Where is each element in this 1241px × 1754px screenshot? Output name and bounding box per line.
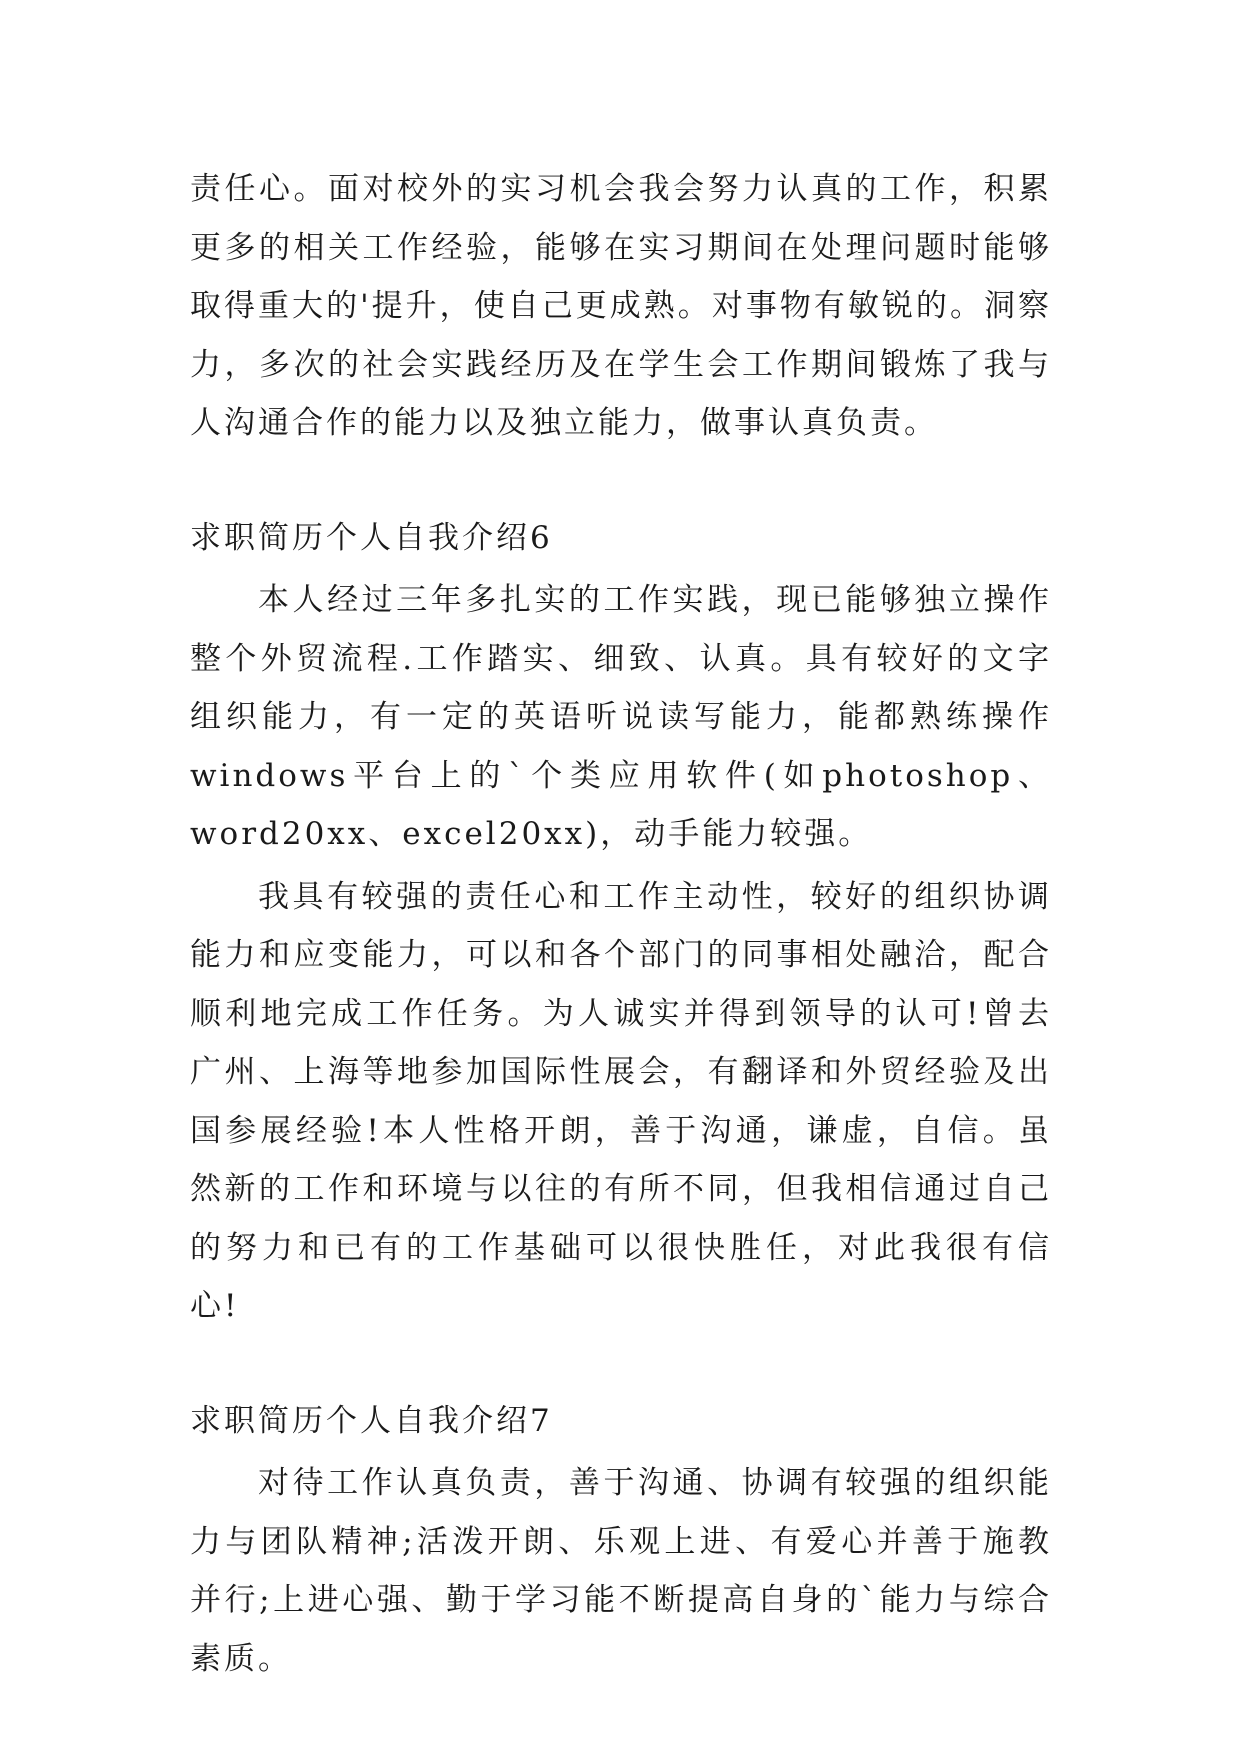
section-5-paragraph: 责任心。面对校外的实习机会我会努力认真的工作，积累更多的相关工作经验，能够在实习期间在处理问题时能够取得重大的'提升，使自己更成熟。对事物有敏锐的。洞察力，多次的社会实践经历及在学生会工作期间锻炼了我与人沟通合作的能力以及独立能力，做事认真负责。 [190,171,1052,441]
section-spacer [190,453,1052,509]
section-6-heading: 求职简历个人自我介绍6 [190,519,553,556]
section-7-heading: 求职简历个人自我介绍7 [190,1402,553,1439]
section-spacer [190,1336,1052,1392]
document-body [190,160,1052,1688]
section-6-paragraph-2: 我具有较强的责任心和工作主动性，较好的组织协调能力和应变能力，可以和各个部门的同事相处融洽，配合顺利地完成工作任务。为人诚实并得到领导的认可!曾去广州、上海等地参加国际性展会，有翻译和外贸经验及出国参展经验!本人性格开朗，善于沟通，谦虚，自信。虽然新的工作和环境与以往的有所不同，但我相信通过自己的努力和已有的工作基础可以很快胜任，对此我很有信心! [190,878,1052,1324]
section-6-paragraph-1: 本人经过三年多扎实的工作实践，现已能够独立操作整个外贸流程.工作踏实、细致、认真。具有较好的文字组织能力，有一定的英语听说读写能力，能都熟练操作windows平台上的`个类应用软件(如photoshop、word20xx、excel20xx)，动手能力较强。 [190,582,1052,852]
section-7-paragraph-1: 对待工作认真负责，善于沟通、协调有较强的组织能力与团队精神;活泼开朗、乐观上进、有爱心并善于施教并行;上进心强、勤于学习能不断提高自身的`能力与综合素质。 [190,1465,1052,1677]
